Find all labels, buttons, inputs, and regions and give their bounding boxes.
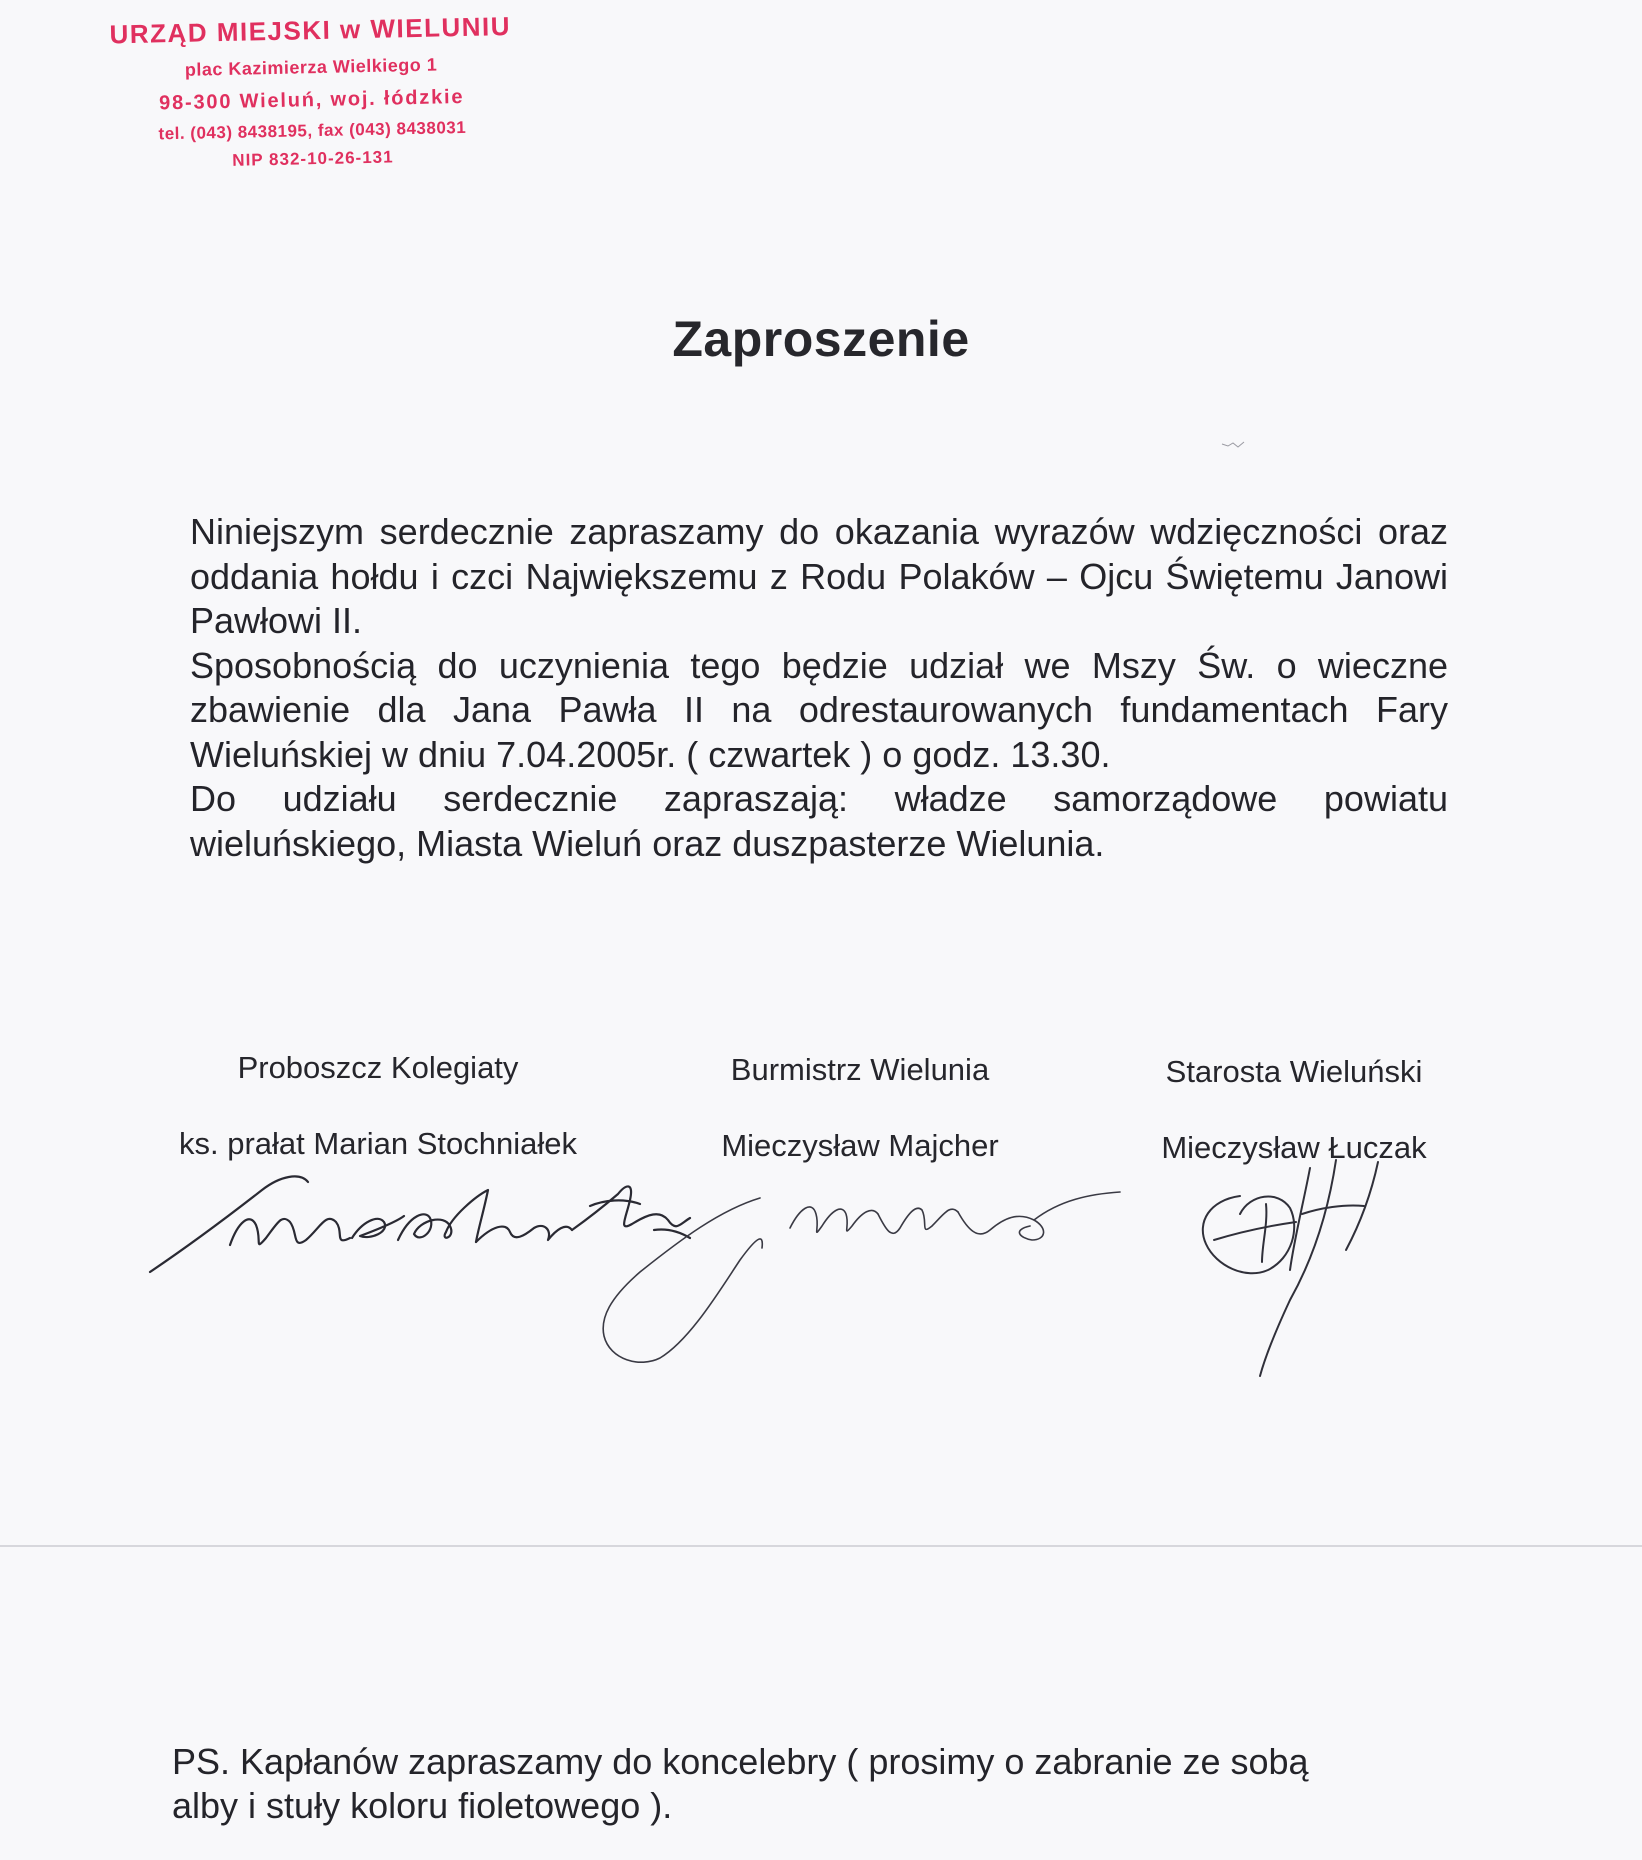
postscript	[172, 1740, 1442, 1828]
office-stamp	[80, 10, 543, 190]
body-paragraph-1: Niniejszym serdecznie zapraszamy do okazania wyrazów wdzięczności oraz oddania hołdu i czci Największemu z Rodu Polaków – Ojcu Świętemu Janowi Pawłowi II.	[190, 511, 1448, 641]
signatory-name: Mieczysław Łuczak	[1161, 1130, 1427, 1165]
fold-line	[0, 1545, 1642, 1547]
signatory-role: Proboszcz Kolegiaty	[237, 1050, 519, 1085]
body-paragraph-2: Sposobnością do uczynienia tego będzie udział we Mszy Św. o wieczne zbawienie dla Jana Pawła II na odrestaurowanych fundamentach Fary Wieluńskiej w dniu 7.04.2005r. ( czwartek ) o godz. 13.30.	[190, 644, 1448, 775]
stamp-nip: NIP 832-10-26-131	[232, 147, 394, 170]
stamp-phone: tel. (043) 8438195, fax (043) 8438031	[158, 117, 467, 144]
stamp-address: plac Kazimierza Wielkiego 1	[184, 54, 438, 80]
scan-speck	[1220, 440, 1248, 450]
document-title: Zaproszenie	[672, 311, 970, 367]
signatory-role: Starosta Wieluński	[1165, 1054, 1423, 1089]
body-paragraph-3: Do udziału serdecznie zapraszają: władze samorządowe powiatu wieluńskiego, Miasta Wieluń oraz duszpasterze Wielunia.	[190, 778, 1448, 864]
signatory-role: Burmistrz Wielunia	[730, 1052, 990, 1087]
signatory-name: Mieczysław Majcher	[721, 1128, 999, 1163]
postscript-line-2: alby i stuły koloru fioletowego ).	[172, 1785, 673, 1826]
signatory-name: ks. prałat Marian Stochniałek	[178, 1126, 578, 1161]
signature-luczak	[1203, 1160, 1378, 1376]
signature-majcher	[603, 1192, 1120, 1362]
signature-stochnialek	[150, 1176, 690, 1272]
stamp-city: 98-300 Wieluń, woj. łódzkie	[158, 85, 465, 115]
postscript-line-1: PS. Kapłanów zapraszamy do koncelebry ( prosimy o zabranie ze sobą	[172, 1741, 1309, 1782]
stamp-office-name: URZĄD MIEJSKI w WIELUNIU	[109, 10, 512, 50]
invitation-body	[190, 510, 1448, 866]
